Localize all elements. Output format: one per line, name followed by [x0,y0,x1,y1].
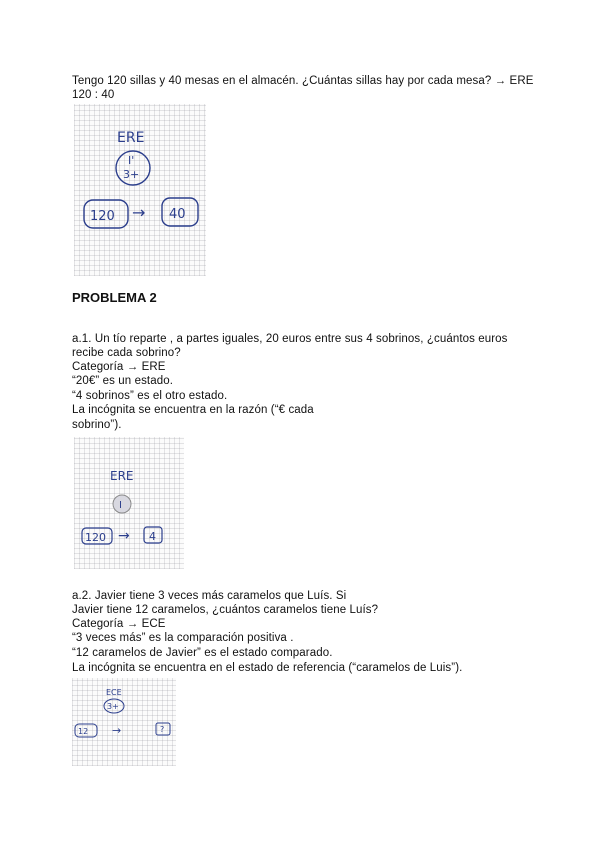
handwritten-diagram-a2 [72,678,176,766]
a1-line: Categoría → ERE [72,361,166,373]
diagram-circle-label: I [119,500,122,511]
diagram-circle-top: I' [128,154,135,167]
diagram-circle-label: 3+ [107,702,119,711]
a1-line: recibe cada sobrino? [72,347,181,359]
arrow-icon: → [112,724,122,737]
diagram-circle [113,495,131,513]
a2-line: “3 veces más” es la comparación positiva . [72,632,294,644]
diagram-left-value: 120 [90,209,115,224]
diagram-right-value: 4 [149,530,156,543]
intro-operation: 120 : 40 [72,89,115,101]
handwritten-diagram-a1 [74,437,184,569]
intro-question: Tengo 120 sillas y 40 mesas en el almacén. ¿Cuántas sillas hay por cada mesa? → ERE [72,75,534,87]
a2-line: Categoría → ECE [72,618,166,630]
handwritten-diagram-ere [74,104,206,276]
a1-line: La incógnita se encuentra en la razón (“€ cada [72,404,314,416]
diagram-title: ERE [110,469,134,483]
a2-line: La incógnita se encuentra en el estado de referencia (“caramelos de Luis”). [72,662,463,674]
a2-line: a.2. Javier tiene 3 veces más caramelos que Luís. Si [72,590,347,602]
a2-line: Javier tiene 12 caramelos, ¿cuántos caramelos tiene Luís? [72,604,379,616]
arrow-icon: → [132,203,146,222]
diagram-left-value: 12 [78,727,89,736]
diagram-left-value: 120 [85,531,106,544]
diagram-title: ECE [106,688,122,697]
a1-line: “4 sobrinos” es el otro estado. [72,390,228,402]
section-heading: PROBLEMA 2 [72,290,157,305]
a2-line: “12 caramelos de Javier” es el estado comparado. [72,647,333,659]
a1-line: sobrino”). [72,419,122,431]
diagram-title: ERE [117,130,145,146]
arrow-icon: → [118,528,130,544]
diagram-circle-bottom: 3+ [123,168,140,181]
diagram-right-value: 40 [169,207,186,222]
diagram-right-value: ? [160,725,165,734]
a1-line: a.1. Un tío reparte , a partes iguales, 20 euros entre sus 4 sobrinos, ¿cuántos euros [72,333,508,345]
a1-line: “20€” es un estado. [72,375,173,387]
